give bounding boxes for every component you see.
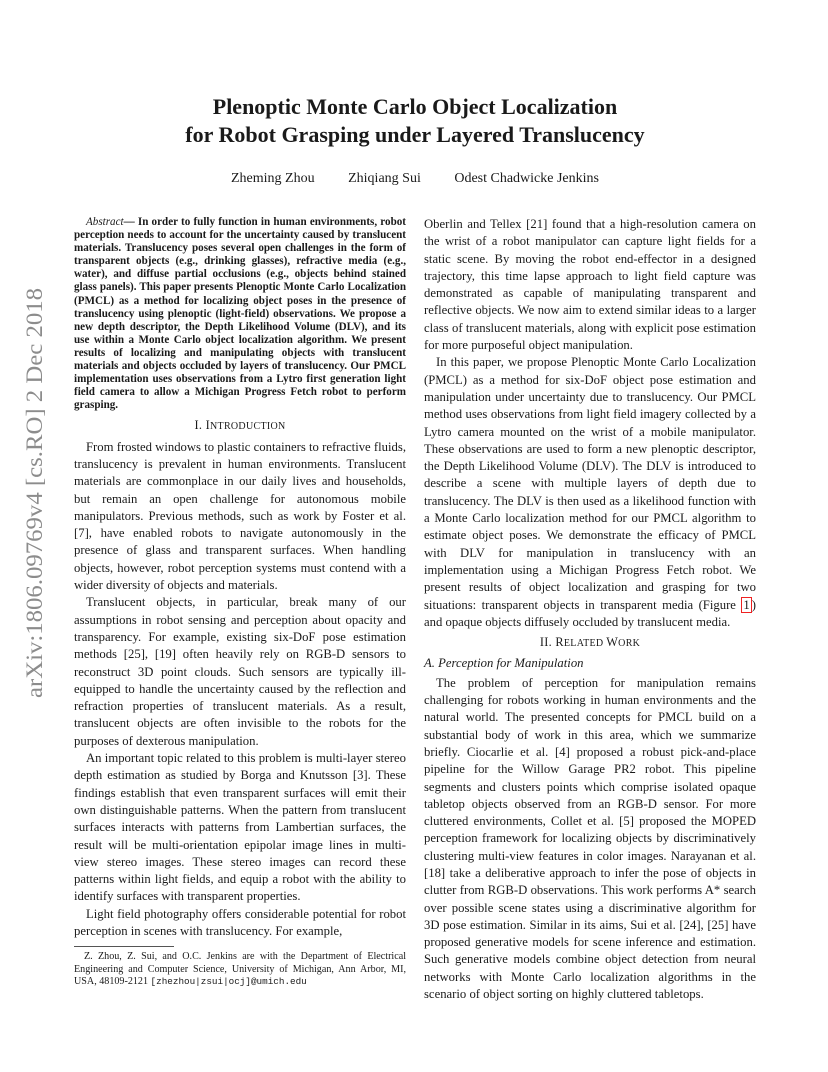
author-1: Zheming Zhou [231,171,315,186]
footnote-emails: [zhezhou|zsui|ocj]@umich.edu [150,976,307,988]
intro-paragraph-4: Light field photography offers considerable potential for robot perception in scenes with translucency. For example, [74,906,406,939]
author-list [70,171,760,187]
intro-paragraph-2: Translucent objects, in particular, break many of our assumptions in robot sensing and perception about opacity and transparency. For example, existing six-DoF pose estimation methods [25], [19] often heavily rely on RGB-D sensors to reconstruct 3D point clouds. Such sensors are typically ill-equipped to handle the uncertainty caused by the reflection and refraction properties of translucent materials. As a result, translucent objects are often invisible to the robots for the purposes of dexterous manipulation. [74,595,406,748]
arxiv-identifier [18,288,52,698]
footnote-divider [74,946,174,947]
author-2: Zhiqiang Sui [348,171,421,186]
abstract-text: — In order to fully function in human environments, robot perception needs to account for the uncertainty caused by translucent materials. Translucency poses several open challenges in the form of transparent objects (e.g., drinking glasses), refractive media (e.g., water), and diffuse partial occlusions (e.g., objects behind stained glass panels). This paper presents Plenoptic Monte Carlo Localization (PMCL) as a method for localizing object poses in the presence of translucency using plenoptic (light-field) observations. We propose a new depth descriptor, the Depth Likelihood Volume (DLV), and its use within a Monte Carlo object localization algorithm. We present results of localizing and manipulating objects with translucent materials and objects occluded by layers of translucency. Our PMCL implementation uses observations from a Lytro first generation light field camera to allow a Michigan Progress Fetch robot to perform grasping. [74,216,406,412]
subsection-heading-perception: A. Perception for Manipulation [424,656,584,671]
intro-paragraph-3: An important topic related to this problem is multi-layer stereo depth estimation as studied by Borga and Knutsson [3]. These findings establish that even transparent surfaces will emit their own distinguishable patterns. When the pattern from translucent surfaces interacts with patterns from Lambertian surfaces, the result will be multi-orientation epipolar image lines in multi-view stereo images. These stereo images can record these patterns within light fields, and equip a robot with the ability to identify surfaces with transparent properties. [74,751,406,904]
author-3: Odest Chadwicke Jenkins [454,171,599,186]
arxiv-id-text: arXiv:1806.09769v4 [cs.RO] 2 Dec 2018 [22,317,47,698]
right-column [424,216,756,1003]
left-column [74,216,406,989]
figure-1-link[interactable]: 1 [743,597,750,612]
title-line-2: for Robot Grasping under Layered Translucency [185,122,645,147]
right-paragraph-2: In this paper, we propose Plenoptic Monte Carlo Localization (PMCL) as a method for six-DoF object pose estimation and manipulation under uncertainty due to translucency. Our PMCL method uses observations from light field imagery collected by a Lytro camera mounted on the wrist of a mobile manipulator. These observations are used to form a new plenoptic descriptor, the Depth Likelihood Volume (DLV). The DLV is introduced to describe a scene with multiple layers of depth due to translucency. The DLV is then used as a likelihood function with a Monte Carlo localization method for our PMCL algorithm to estimate object poses. We demonstrate the efficacy of PMCL with DLV for manipulation in translucency with an implementation using a Michigan Progress Fetch robot. We present results of object localization and grasping for two situations: transparent objects in transparent media (Figure 1 ) and opaque objects diffusely occluded by translucent media. [424,355,756,629]
paper-title [70,93,760,149]
footnote-text: Z. Zhou, Z. Sui, and O.C. Jenkins are with the Department of Electrical Engineering and Computer Science, University of Michigan, Ann Arbor, MI, USA, 48109-2121 [74,951,406,988]
abstract [74,216,406,412]
author-affiliation-footnote [74,951,406,988]
intro-paragraph-1: From frosted windows to plastic containers to refractive fluids, translucency is prevalent in human environments. Translucent materials are commonplace in our daily lives and households, but remain an open challenge for autonomous mobile manipulators. Previous methods, such as work by Foster et al. [7], have enabled robots to navigate autonomously in the presence of glass and transparent surfaces. When handling objects, however, robot perception systems must contend with a wider diversity of objects and materials. [74,439,406,593]
right-paragraph-3: The problem of perception for manipulation remains challenging for robots working in human environments and the natural world. The presented concepts for PMCL build on a substantial body of work in this area, which we summarize briefly. Ciocarlie et al. [4] proposed a robust pick-and-place pipeline for the Willow Garage PR2 robot. This pipeline segments and clusters points which comprise isolated opaque tabletop objects observed from an RGB-D sensor. For more cluttered environments, Collet et al. [5] proposed the MOPED perception framework for localizing objects by discriminatively clustering multi-view features in color images. Narayanan et al. [18] take a deliberative approach to infer the pose of objects in clutter from RGB-D observations. This work performs A* search over possible scene states using a discriminative algorithm for 3D pose estimation. Similar in its aims, Sui et al. [24], [25] have proposed generative models for scene inference and estimation. Such generative models combine object detection from neural networks with Monte Carlo localization algorithms in the scenario of object sorting on highly cluttered tabletops. [424,675,756,1002]
abstract-lead: Abstract [86,216,124,228]
section-heading-introduction: I. INTRODUCTION [194,418,286,433]
title-line-1: Plenoptic Monte Carlo Object Localization [212,94,618,119]
right-paragraph-1: Oberlin and Tellex [21] found that a high-resolution camera on the wrist of a robot manipulator can capture light fields for a static scene. By moving the robot end-effector in a designed trajectory, this time lapse approach to light field capture was demonstrated as capable of manipulating transparent and reflective objects. We now aim to extend similar ideas to a larger class of translucent materials, along with explicit pose estimation for more purposeful object manipulation. [424,217,756,353]
section-heading-related-work: II. RELATED WORK [539,635,641,650]
